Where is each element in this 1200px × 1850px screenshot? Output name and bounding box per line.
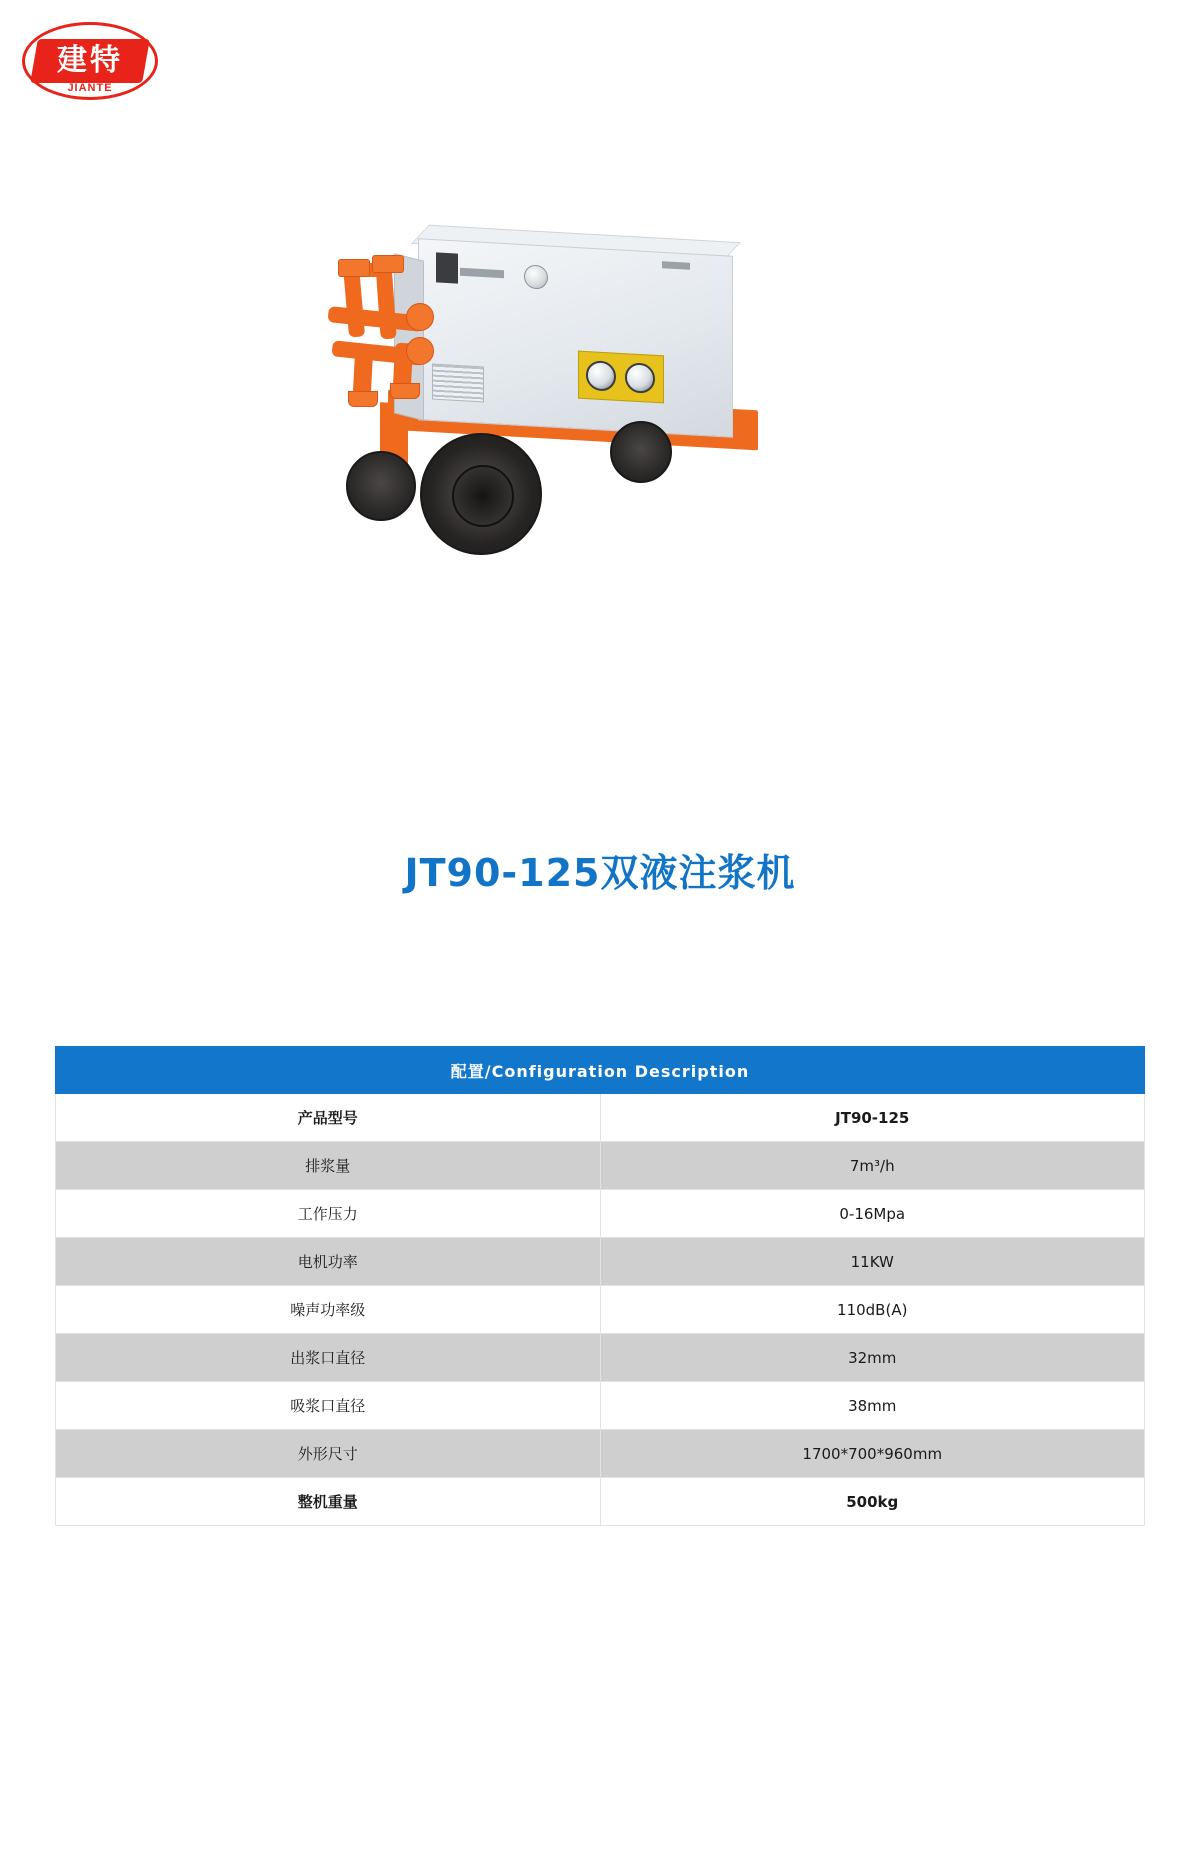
- machine-louver-vent: [432, 364, 484, 403]
- spec-value: 38mm: [600, 1382, 1145, 1430]
- table-header-cell: 配置/Configuration Description: [56, 1047, 1145, 1094]
- table-row: [56, 1238, 1145, 1286]
- machine-wheel-hub: [452, 465, 514, 527]
- logo-main-text: 建特: [57, 43, 123, 78]
- table-row: [56, 1094, 1145, 1142]
- pressure-gauge-right: [625, 362, 655, 394]
- machine-cap-b: [372, 255, 404, 273]
- table-row: [56, 1334, 1145, 1382]
- spec-label: 产品型号: [56, 1094, 601, 1142]
- spec-label: 外形尺寸: [56, 1430, 601, 1478]
- machine-wheel-front: [420, 433, 542, 555]
- spec-value: 7m³/h: [600, 1142, 1145, 1190]
- spec-label: 工作压力: [56, 1190, 601, 1238]
- spec-value: 110dB(A): [600, 1286, 1145, 1334]
- spec-label: 吸浆口直径: [56, 1382, 601, 1430]
- machine-valve-lower: [406, 337, 434, 365]
- table-header-row: [56, 1047, 1145, 1094]
- spec-label: 电机功率: [56, 1238, 601, 1286]
- spec-label: 噪声功率级: [56, 1286, 601, 1334]
- machine-gauge-panel: [578, 351, 664, 404]
- machine-cap-e: [348, 391, 378, 407]
- machine-vent-slot: [436, 252, 458, 283]
- spec-value: 1700*700*960mm: [600, 1430, 1145, 1478]
- machine-wheel-left: [346, 451, 416, 521]
- table-row: [56, 1382, 1145, 1430]
- specification-table: [55, 1046, 1145, 1526]
- spec-label: 出浆口直径: [56, 1334, 601, 1382]
- table-row: [56, 1142, 1145, 1190]
- product-image: [250, 215, 770, 615]
- machine-label-plate-2: [662, 261, 690, 270]
- spec-value: 11KW: [600, 1238, 1145, 1286]
- spec-value: 32mm: [600, 1334, 1145, 1382]
- company-logo: [22, 22, 162, 104]
- machine-cap-a: [338, 259, 370, 277]
- spec-value: 500kg: [600, 1478, 1145, 1526]
- table-row: [56, 1286, 1145, 1334]
- logo-sub-text: JIANTE: [67, 82, 113, 94]
- machine-wheel-rear: [610, 421, 672, 483]
- table-body: [56, 1094, 1145, 1526]
- spec-value: 0-16Mpa: [600, 1190, 1145, 1238]
- spec-label: 排浆量: [56, 1142, 601, 1190]
- machine-fuel-cap: [524, 264, 548, 289]
- specification-table-container: [55, 1046, 1145, 1526]
- machine-valve-upper: [406, 303, 434, 331]
- spec-label: 整机重量: [56, 1478, 601, 1526]
- table-row: [56, 1478, 1145, 1526]
- logo-red-band: [30, 39, 150, 83]
- table-row: [56, 1430, 1145, 1478]
- page-title: JT90-125双液注浆机: [404, 851, 796, 895]
- pressure-gauge-left: [586, 360, 616, 392]
- machine-cap-f: [390, 383, 420, 399]
- table-row: [56, 1190, 1145, 1238]
- spec-value: JT90-125: [600, 1094, 1145, 1142]
- grouting-machine-illustration: [310, 225, 770, 565]
